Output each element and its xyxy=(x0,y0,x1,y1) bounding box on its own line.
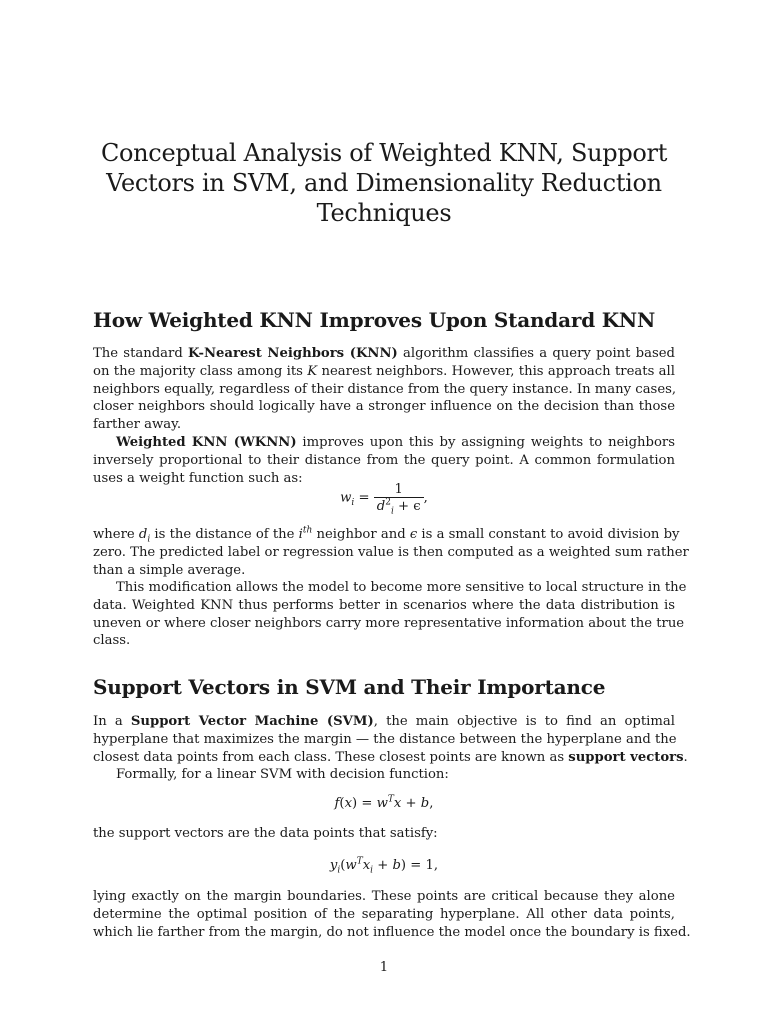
text-line: hyperplane that maximizes the margin — the distance between the hyperplane and the xyxy=(93,731,677,747)
text-run: neighbor and xyxy=(312,527,410,542)
math-operator: = xyxy=(354,490,374,506)
math-superscript: T xyxy=(387,794,394,805)
bold-term-wknn: Weighted KNN (WKNN) xyxy=(116,435,297,450)
math-paren: ( xyxy=(339,796,345,811)
math-operator: ) = 1, xyxy=(400,858,439,873)
text-line xyxy=(93,525,680,545)
math-symbol: b xyxy=(420,796,430,811)
math-superscript: T xyxy=(356,856,363,867)
math-symbol: w xyxy=(376,796,388,811)
math-term: + ϵ xyxy=(393,499,421,514)
math-symbol: y xyxy=(329,858,338,873)
math-punctuation: , xyxy=(429,796,434,811)
math-symbol: w xyxy=(345,858,357,873)
math-superscript: 2 xyxy=(385,497,391,508)
math-subscript: i xyxy=(147,534,151,545)
math-subscript: i xyxy=(337,865,341,876)
math-symbol: x xyxy=(393,796,402,811)
paragraph-wknn xyxy=(93,434,675,487)
text-line: than a simple average. xyxy=(93,562,246,578)
math-symbol: f xyxy=(334,796,340,811)
math-paren: ( xyxy=(340,858,346,873)
math-superscript: th xyxy=(302,525,313,536)
fraction-denominator xyxy=(374,497,424,517)
bold-term-knn: K-Nearest Neighbors (KNN) xyxy=(188,346,398,361)
bold-term-svm: Support Vector Machine (SVM) xyxy=(130,714,374,729)
text-run: . xyxy=(683,749,688,765)
math-symbol: w xyxy=(340,490,352,506)
text-run: is a small constant to avoid division by xyxy=(417,527,680,542)
text-run: , the main objective is to find an optimal xyxy=(373,714,675,729)
text-run: improves upon this by assigning weights to neighbors xyxy=(296,435,675,450)
math-symbol: ϵ xyxy=(409,527,418,542)
text-run: nearest neighbors. However, this approach treats all xyxy=(317,363,675,379)
title-line: Techniques xyxy=(316,199,452,227)
math-subscript: i xyxy=(351,498,355,509)
text-line: farther away. xyxy=(93,417,182,433)
text-line: class. xyxy=(93,633,131,649)
text-run: The standard xyxy=(93,346,188,361)
text-run: In a xyxy=(93,714,131,729)
text-line: Formally, for a linear SVM with decision function: xyxy=(116,767,449,783)
math-subscript: i xyxy=(390,506,394,517)
equation-margin-condition xyxy=(93,857,675,874)
math-symbol: d xyxy=(138,527,148,542)
math-operator: + xyxy=(401,796,421,811)
equation-decision-function xyxy=(93,795,675,812)
text-line: lying exactly on the margin boundaries. These points are critical because they alone xyxy=(93,889,675,904)
title-line: Vectors in SVM, and Dimensionality Reduction xyxy=(106,169,662,197)
math-symbol: K xyxy=(307,363,318,379)
section-heading-weighted-knn: How Weighted KNN Improves Upon Standard KNN xyxy=(93,308,656,332)
text-line xyxy=(93,363,675,381)
paragraph-support-vectors-satisfy xyxy=(93,825,675,843)
text-line: zero. The predicted label or regression value is then computed as a weighted sum rather xyxy=(93,544,689,560)
math-symbol: x xyxy=(344,796,353,811)
text-line: uneven or where closer neighbors carry more representative information about the true xyxy=(93,615,685,631)
math-symbol: b xyxy=(392,858,401,873)
math-symbol: d xyxy=(376,499,386,514)
text-line: data. Weighted KNN thus performs better in scenarios where the data distribution is xyxy=(93,597,675,613)
math-operator: ) = xyxy=(352,796,377,811)
text-line xyxy=(93,713,675,731)
text-line xyxy=(93,749,688,767)
math-punctuation: , xyxy=(423,490,428,506)
paragraph-modification xyxy=(93,579,687,650)
text-run: algorithm classifies a query point based xyxy=(397,346,675,361)
bold-term-support-vectors: support vectors xyxy=(568,749,684,765)
document-title xyxy=(92,138,676,228)
text-run: where xyxy=(93,527,139,542)
paragraph-where xyxy=(93,525,689,579)
text-line xyxy=(93,345,675,363)
text-line: the support vectors are the data points that satisfy: xyxy=(93,826,438,841)
section-heading-support-vectors: Support Vectors in SVM and Their Importance xyxy=(93,675,606,699)
text-line: closer neighbors should logically have a stronger influence on the decision than those xyxy=(93,399,675,415)
paragraph-margin-boundaries xyxy=(93,888,691,941)
text-line: which lie farther from the margin, do not influence the model once the boundary is fixed. xyxy=(93,924,691,940)
paragraph-svm-intro xyxy=(93,713,688,784)
fraction xyxy=(374,482,424,517)
text-line: determine the optimal position of the separating hyperplane. All other data points, xyxy=(93,906,675,922)
math-operator: + xyxy=(373,858,393,873)
math-symbol: x xyxy=(362,858,371,873)
text-line: uses a weight function such as: xyxy=(93,470,303,486)
text-line: This modification allows the model to become more sensitive to local structure in the xyxy=(116,580,687,595)
text-line xyxy=(93,434,675,452)
paragraph-knn-intro xyxy=(93,345,675,434)
math-symbol: i xyxy=(298,527,303,542)
text-run: is the distance of the xyxy=(150,527,299,542)
text-line: neighbors equally, regardless of their distance from the query instance. In many cases, xyxy=(93,381,677,397)
equation-weight-function xyxy=(93,482,675,517)
text-line: inversely proportional to their distance from the query point. A common formulation xyxy=(93,452,675,468)
fraction-numerator: 1 xyxy=(394,482,403,497)
math-subscript: i xyxy=(370,865,374,876)
title-line: Conceptual Analysis of Weighted KNN, Support xyxy=(100,139,668,167)
text-run: closest data points from each class. These closest points are known as xyxy=(93,749,569,765)
text-run: on the majority class among its xyxy=(93,363,308,379)
page-number: 1 xyxy=(379,960,389,975)
